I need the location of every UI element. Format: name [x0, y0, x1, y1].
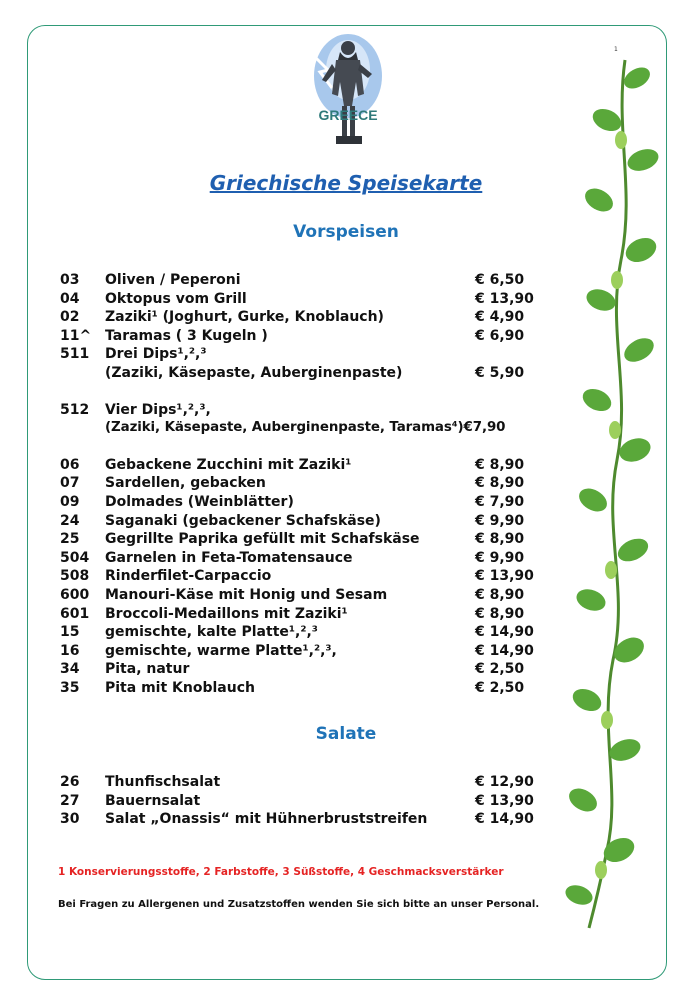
greece-logo [302, 30, 394, 158]
menu-title: Griechische Speisekarte [209, 171, 483, 195]
section-title-vorspeisen: Vorspeisen [293, 222, 399, 242]
additives-legend: 1 Konservierungsstoffe, 2 Farbstoffe, 3 Süßstoffe, 4 Geschmacksverstärker [58, 866, 504, 878]
hop-vine-decoration [555, 50, 665, 930]
page-number: 1 [614, 46, 618, 53]
logo-text: GREECE [318, 107, 378, 123]
allergen-note: Bei Fragen zu Allergenen und Zusatzstoffen wenden Sie sich bitte an unser Personal. [58, 899, 540, 910]
section-title-salate: Salate [315, 724, 377, 744]
